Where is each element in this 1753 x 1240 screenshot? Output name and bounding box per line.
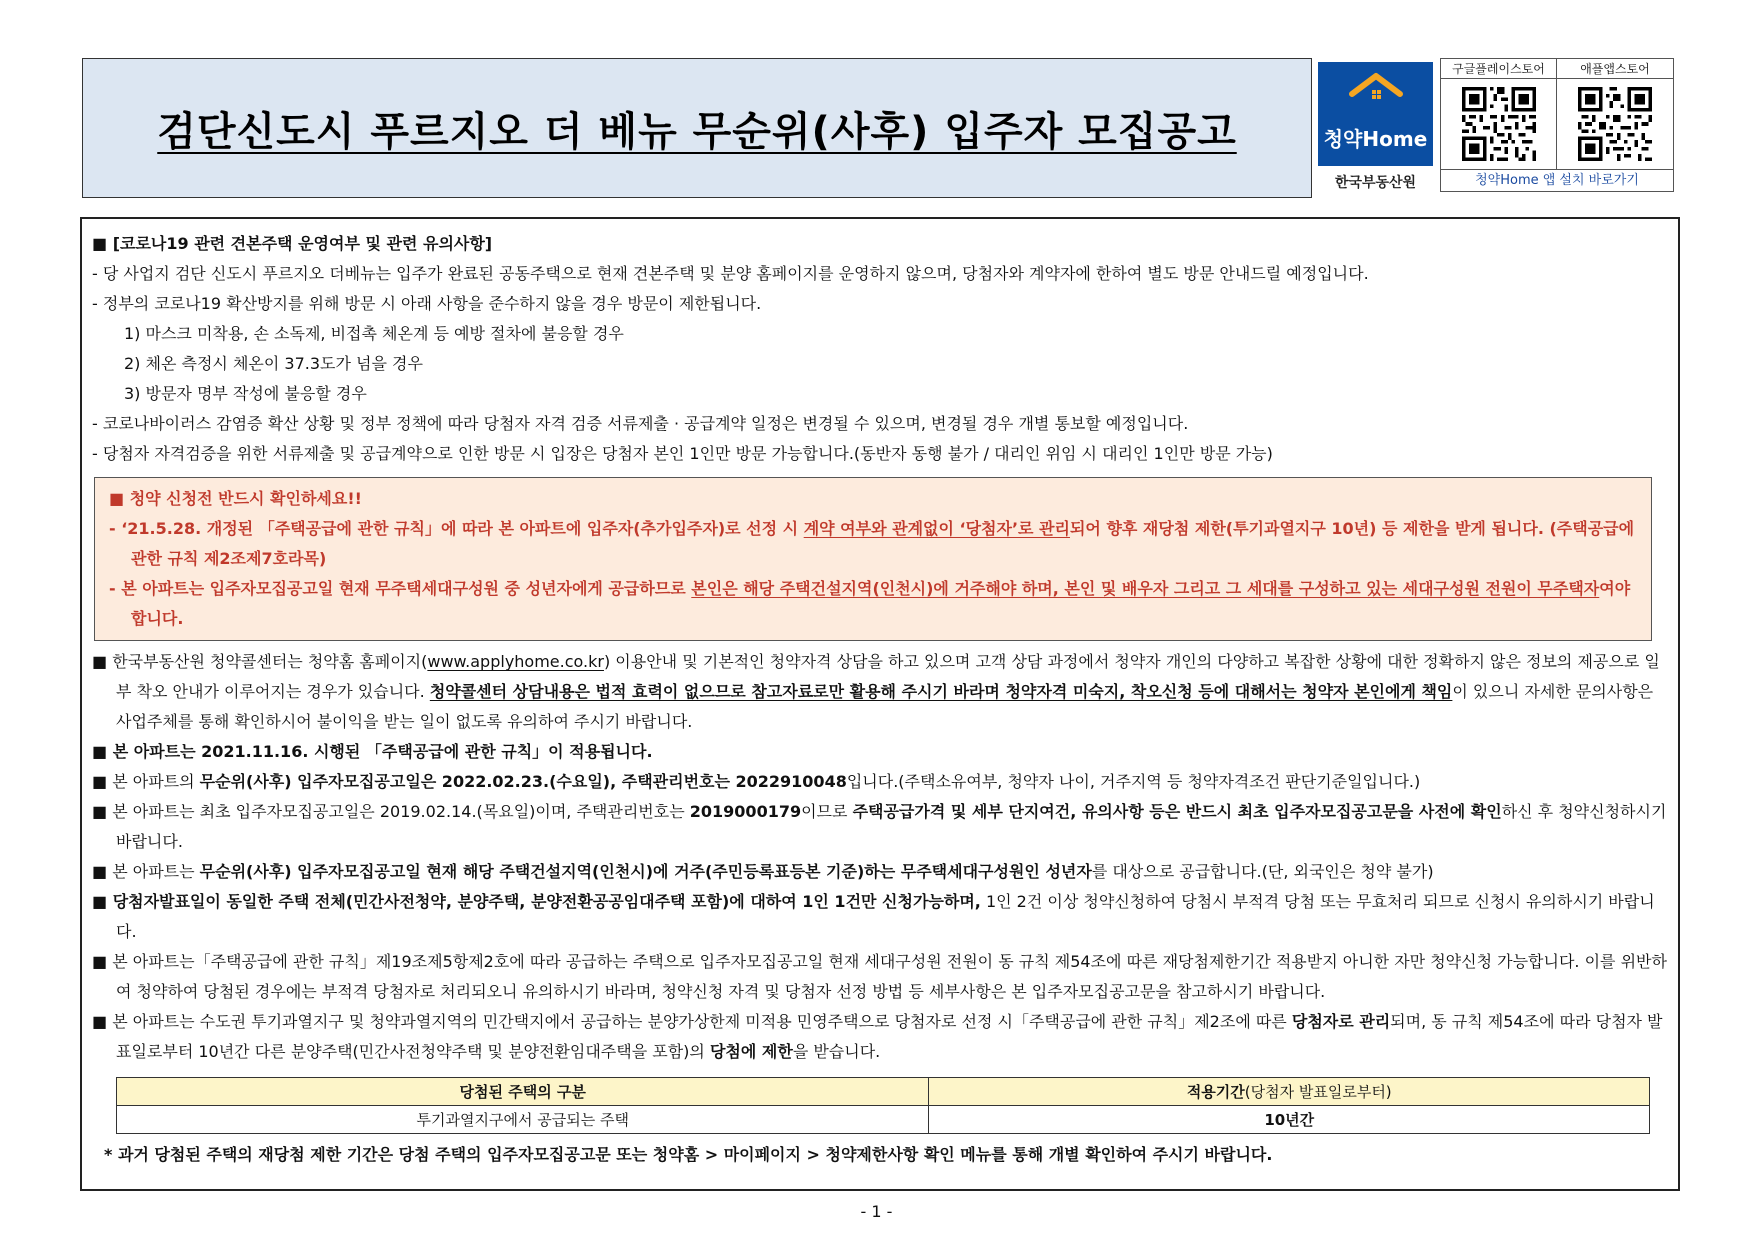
- alert-paragraph: - ‘21.5.28. 개정된 「주택공급에 관한 규칙」에 따라 본 아파트에 입주자(추가입주자)로 선정 시 계약 여부와 관계없이 ‘당첨자’로 관리되어 향후 재당첨 제한(투기과열지구 10년) 등 제한을 받게 됩니다. (주택공급에 관한 규칙 제2조제7호라목): [109, 519, 1635, 568]
- logo-badge: [1318, 62, 1433, 166]
- covid-line: - 정부의 코로나19 확산방지를 위해 방문 시 아래 사항을 준수하지 않을 경우 방문이 제한됩니다.: [92, 294, 762, 313]
- qr-code-icon: [1578, 87, 1652, 161]
- google-play-qr[interactable]: [1441, 79, 1557, 169]
- table-cell: 투기과열지구에서 공급되는 주택: [117, 1106, 929, 1134]
- alert-heading: ■ 청약 신청전 반드시 확인하세요!!: [109, 489, 362, 508]
- page-title: 검단신도시 푸르지오 더 베뉴 무순위(사후) 입주자 모집공고: [157, 108, 1237, 155]
- table-cell: 10년간: [929, 1106, 1650, 1134]
- restriction-table: [116, 1077, 1650, 1134]
- app-install-link[interactable]: 청약Home 앱 설치 바로가기: [1441, 169, 1673, 191]
- logo-org: 한국부동산원: [1334, 175, 1417, 191]
- app-store-qr[interactable]: [1557, 79, 1673, 169]
- covid-line: - 당첨자 자격검증을 위한 서류제출 및 공급계약으로 인한 방문 시 입장은 당첨자 본인 1인만 방문 가능합니다.(동반자 동행 불가 / 대리인 위임 시 대리인 1인만 방문 가능): [92, 444, 1273, 463]
- page-number: - 1 -: [860, 1202, 893, 1221]
- notice-callcenter: ■ 한국부동산원 청약콜센터는 청약홈 홈페이지(www.applyhome.co.kr) 이용안내 및 기본적인 청약자격 상담을 하고 있으며 고객 상담 과정에서 청약자 개인의 다양하고 복잡한 상황에 대한 정확하지 않은 정보의 제공으로 일부 착오 안내가 이루어지는 경우가 있습니다. 청약콜센터 상담내용은 법적 효력이 없으므로 참고자료로만 활용해 주시기 바라며 청약자격 미숙지, 착오신청 등에 대해서는 청약자 본인에게 책임이 있으니 자세한 문의사항은 사업주체를 통해 확인하시어 불이익을 받는 일이 없도록 유의하여 주시기 바랍니다.: [92, 652, 1660, 731]
- covid-line: - 당 사업지 검단 신도시 푸르지오 더베뉴는 입주가 완료된 공동주택으로 현재 견본주택 및 분양 홈페이지를 운영하지 않으며, 당첨자와 계약자에 한하여 별도 방문 안내드릴 예정입니다.: [92, 264, 1369, 283]
- footnote: * 과거 당첨된 주택의 재당첨 제한 기간은 당첨 주택의 입주자모집공고문 또는 청약홈 > 마이페이지 > 청약제한사항 확인 메뉴를 통해 개별 확인하여 주시기 바랍니다.: [104, 1145, 1273, 1164]
- app-qr-panel: [1440, 58, 1674, 192]
- qr-code-icon: [1462, 87, 1536, 161]
- table-header: 적용기간(당첨자 발표일로부터): [929, 1078, 1650, 1106]
- covid-heading: ■ [코로나19 관련 견본주택 운영여부 및 관련 유의사항]: [92, 234, 493, 253]
- applyhome-logo: [1318, 62, 1433, 192]
- covid-sub-item: 1) 마스크 미착용, 손 소독제, 비접촉 체온계 등 예방 절차에 불응할 경우: [124, 324, 624, 343]
- notice-eligibility: ■ 본 아파트는 무순위(사후) 입주자모집공고일 현재 해당 주택건설지역(인천시)에 거주(주민등록표등본 기준)하는 무주택세대구성원인 성년자를 대상으로 공급합니다.(단, 외국인은 청약 불가): [92, 862, 1434, 881]
- table-header-row: [117, 1078, 1650, 1106]
- table-header: 당첨된 주택의 구분: [117, 1078, 929, 1106]
- covid-sub-item: 2) 체온 측정시 체온이 37.3도가 넘을 경우: [124, 354, 423, 373]
- notice-rewin-limit: ■ 본 아파트는「주택공급에 관한 규칙」제19조제5항제2호에 따라 공급하는 주택으로 입주자모집공고일 현재 세대구성원 전원이 동 규칙 제54조에 따른 재당첨제한기간 적용받지 아니한 자만 청약신청 가능합니다. 이를 위반하여 청약하여 당첨된 경우에는 부적격 당첨자로 처리되오니 유의하시기 바라며, 청약신청 자격 및 당첨자 선정 방법 등 세부사항은 본 입주자모집공고문을 참고하시기 바랍니다.: [92, 952, 1667, 1001]
- alert-paragraph: - 본 아파트는 입주자모집공고일 현재 무주택세대구성원 중 성년자에게 공급하므로 본인은 해당 주택건설지역(인천시)에 거주해야 하며, 본인 및 배우자 그리고 그 세대를 구성하고 있는 세대구성원 전원이 무주택자여야 합니다.: [109, 579, 1631, 628]
- applyhome-link[interactable]: www.applyhome.co.kr: [427, 652, 604, 671]
- logo-brand: 청약Home: [1323, 127, 1428, 151]
- notice-one-application: ■ 당첨자발표일이 동일한 주택 전체(민간사전청약, 분양주택, 분양전환공공임대주택 포함)에 대하여 1인 1건만 신청가능하며, 1인 2건 이상 청약신청하여 당첨시 부적격 당첨 또는 무효처리 되므로 신청시 유의하시기 바랍니다.: [92, 892, 1655, 941]
- notice-winner-managed: ■ 본 아파트는 수도권 투기과열지구 및 청약과열지역의 민간택지에서 공급하는 분양가상한제 미적용 민영주택으로 당첨자로 선정 시「주택공급에 관한 규칙」제2조에 따른 당첨자로 관리되며, 동 규칙 제54조에 따라 당첨자 발표일로부터 10년간 다른 분양주택(민간사전청약주택 및 분양전환임대주택을 포함)의 당첨에 제한을 받습니다.: [92, 1012, 1663, 1061]
- notice-first-announce: ■ 본 아파트는 최초 입주자모집공고일은 2019.02.14.(목요일)이며, 주택관리번호는 2019000179이므로 주택공급가격 및 세부 단지여건, 유의사항 등은 반드시 최초 입주자모집공고문을 사전에 확인하신 후 청약신청하시기 바랍니다.: [92, 802, 1667, 851]
- notice-rule-applied: ■ 본 아파트는 2021.11.16. 시행된 「주택공급에 관한 규칙」이 적용됩니다.: [92, 742, 653, 761]
- house-icon: [1346, 70, 1406, 114]
- notice-announce-date: ■ 본 아파트의 무순위(사후) 입주자모집공고일은 2022.02.23.(수요일), 주택관리번호는 2022910048입니다.(주택소유여부, 청약자 나이, 거주지역 등 청약자격조건 판단기준일입니다.): [92, 772, 1421, 791]
- app-store-label: 애플앱스토어: [1557, 59, 1673, 79]
- google-play-label: 구글플레이스토어: [1441, 59, 1557, 79]
- covid-line: - 코로나바이러스 감염증 확산 상황 및 정부 정책에 따라 당첨자 자격 검증 서류제출 · 공급계약 일정은 변경될 수 있으며, 변경될 경우 개별 통보할 예정입니다.: [92, 414, 1189, 433]
- table-row: [117, 1106, 1650, 1134]
- title-banner: [82, 58, 1312, 198]
- notice-body: [80, 217, 1680, 1191]
- alert-box: [94, 477, 1652, 641]
- covid-sub-item: 3) 방문자 명부 작성에 불응할 경우: [124, 384, 367, 403]
